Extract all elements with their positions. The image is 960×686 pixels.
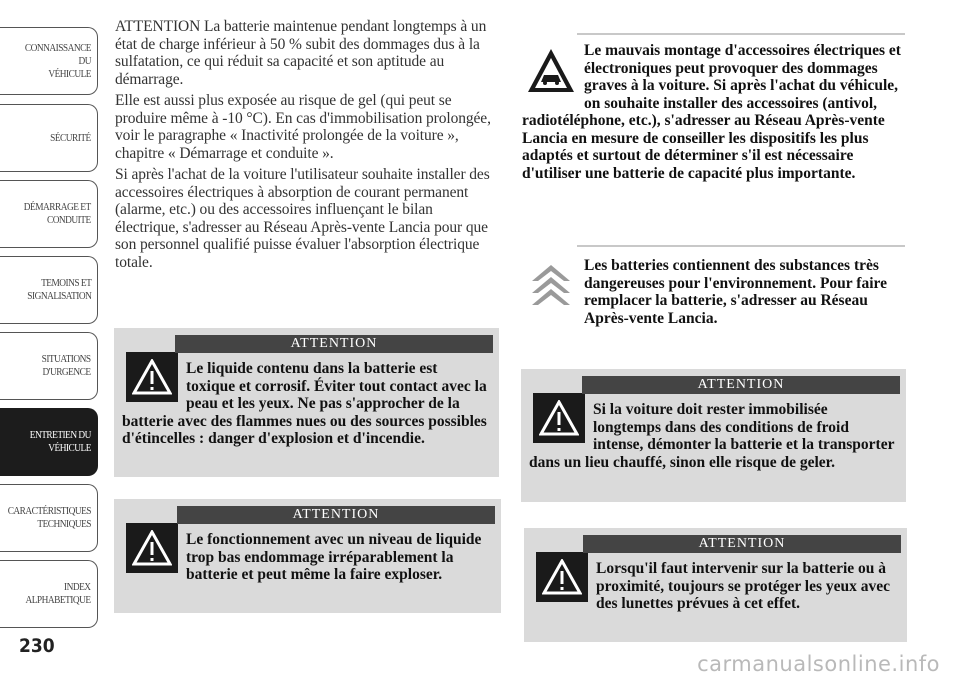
divider (577, 245, 905, 247)
warning-triangle-icon (536, 552, 588, 602)
tab-temoins-et-signalisation[interactable] (0, 256, 98, 324)
paragraph-frost-risk: Elle est aussi plus exposée au risque de gel (qui peut se produire même à -10 °C). En cas d'immobilisation prolongée, voir le paragraphe « Inactivité prolongée de la voiture », chapitre « Démarrage et conduite ». (115, 92, 491, 162)
tab-securite[interactable] (0, 104, 98, 172)
car-warning-icon (526, 46, 576, 96)
warning-title: ATTENTION (175, 335, 493, 353)
divider (577, 33, 905, 35)
warning-text: Le fonctionnement avec un niveau de liquide trop bas endommage irréparablement la batterie et peut même la faire exploser. (186, 531, 482, 583)
tab-caracteristiques-techniques[interactable] (0, 484, 98, 552)
tab-label: ENTRETIEN DU VÉHICULE (29, 429, 91, 454)
note-text: Les batteries contiennent des substances très dangereuses pour l'environnement. Pour faire remplacer la batterie, s'adresser au Réseau Après-vente Lancia. (584, 257, 887, 327)
tab-label: CARACTÉRISTIQUES TECHNIQUES (7, 505, 91, 530)
tab-situations-d-urgence[interactable] (0, 332, 98, 400)
warning-title: ATTENTION (582, 376, 900, 394)
note-environment (522, 257, 907, 327)
warning-box-toxic-liquid (114, 328, 499, 477)
warning-box-low-level (114, 499, 501, 613)
tab-label: DÉMARRAGE ET CONDUITE (24, 201, 91, 226)
warning-title: ATTENTION (583, 535, 901, 553)
paragraph-accessories: Si après l'achat de la voiture l'utilisateur souhaite installer des accessoires électriques à absorption de courant permanent (alarme, etc.) ou des accessoires influençant le bilan électrique, s'adresser au Réseau Après-vente Lancia pour que son personnel qualifié puisse évaluer l'absorption électrique totale. (115, 166, 490, 271)
left-column (115, 18, 500, 275)
tab-label: CONNAISSANCE DU VÉHICULE (24, 41, 92, 80)
tab-label: TEMOINS ET SIGNALISATION (26, 277, 91, 302)
warning-triangle-icon (533, 393, 585, 443)
tab-entretien-du-vehicule[interactable] (0, 408, 98, 476)
note-text: Le mauvais montage d'accessoires électriques et électroniques peut provoquer des dommages graves à la voiture. Si après l'achat du véhicule, on souhaite installer des accessoires (antivol, radiotéléphone, etc.), s'adresser au Réseau Après-vente Lancia en mesure de conseiller les dispositifs les plus adaptés et surtout de déterminer s'il est nécessaire d'utiliser une batterie de capacité plus importante. (522, 42, 901, 182)
warning-box-cold (521, 369, 906, 502)
warning-text: Le liquide contenu dans la batterie est toxique et corrosif. Éviter tout contact avec la peau et les yeux. Ne pas s'approcher de la batterie avec des flammes nues ou des sources possibles d'étincelles : danger d'explosion et d'incendie. (122, 360, 487, 447)
warning-text: Si la voiture doit rester immobilisée longtemps dans des conditions de froid intense, démonter la batterie et la transporter dans un lieu chauffé, sinon elle risque de geler. (529, 401, 895, 471)
tab-index-alphabetique[interactable] (0, 560, 98, 628)
note-accessories-mounting (522, 42, 907, 182)
warning-title: ATTENTION (177, 506, 495, 524)
tab-label: SÉCURITÉ (50, 131, 91, 144)
environment-icon (526, 261, 576, 311)
warning-box-eye-protection (524, 528, 907, 642)
tab-label: INDEX ALPHABETIQUE (25, 581, 91, 606)
warning-text: Lorsqu'il faut intervenir sur la batterie ou à proximité, toujours se protéger les yeux avec des lunettes prévues à cet effet. (596, 560, 891, 612)
warning-triangle-icon (126, 523, 178, 573)
tab-label: SITUATIONS D'URGENCE (42, 353, 91, 378)
tab-demarrage-et-conduite[interactable] (0, 180, 98, 248)
warning-triangle-icon (126, 352, 178, 402)
watermark: carmanualsonline.info (697, 652, 940, 676)
tab-connaissance-du-vehicule[interactable] (0, 27, 98, 95)
paragraph-battery-sulfation: ATTENTION La batterie maintenue pendant longtemps à un état de charge inférieur à 50 % subit des dommages dus à la sulfatation, ce qui réduit sa capacité et son aptitude au démarrage. (115, 18, 487, 88)
page-number: 230 (18, 635, 55, 657)
